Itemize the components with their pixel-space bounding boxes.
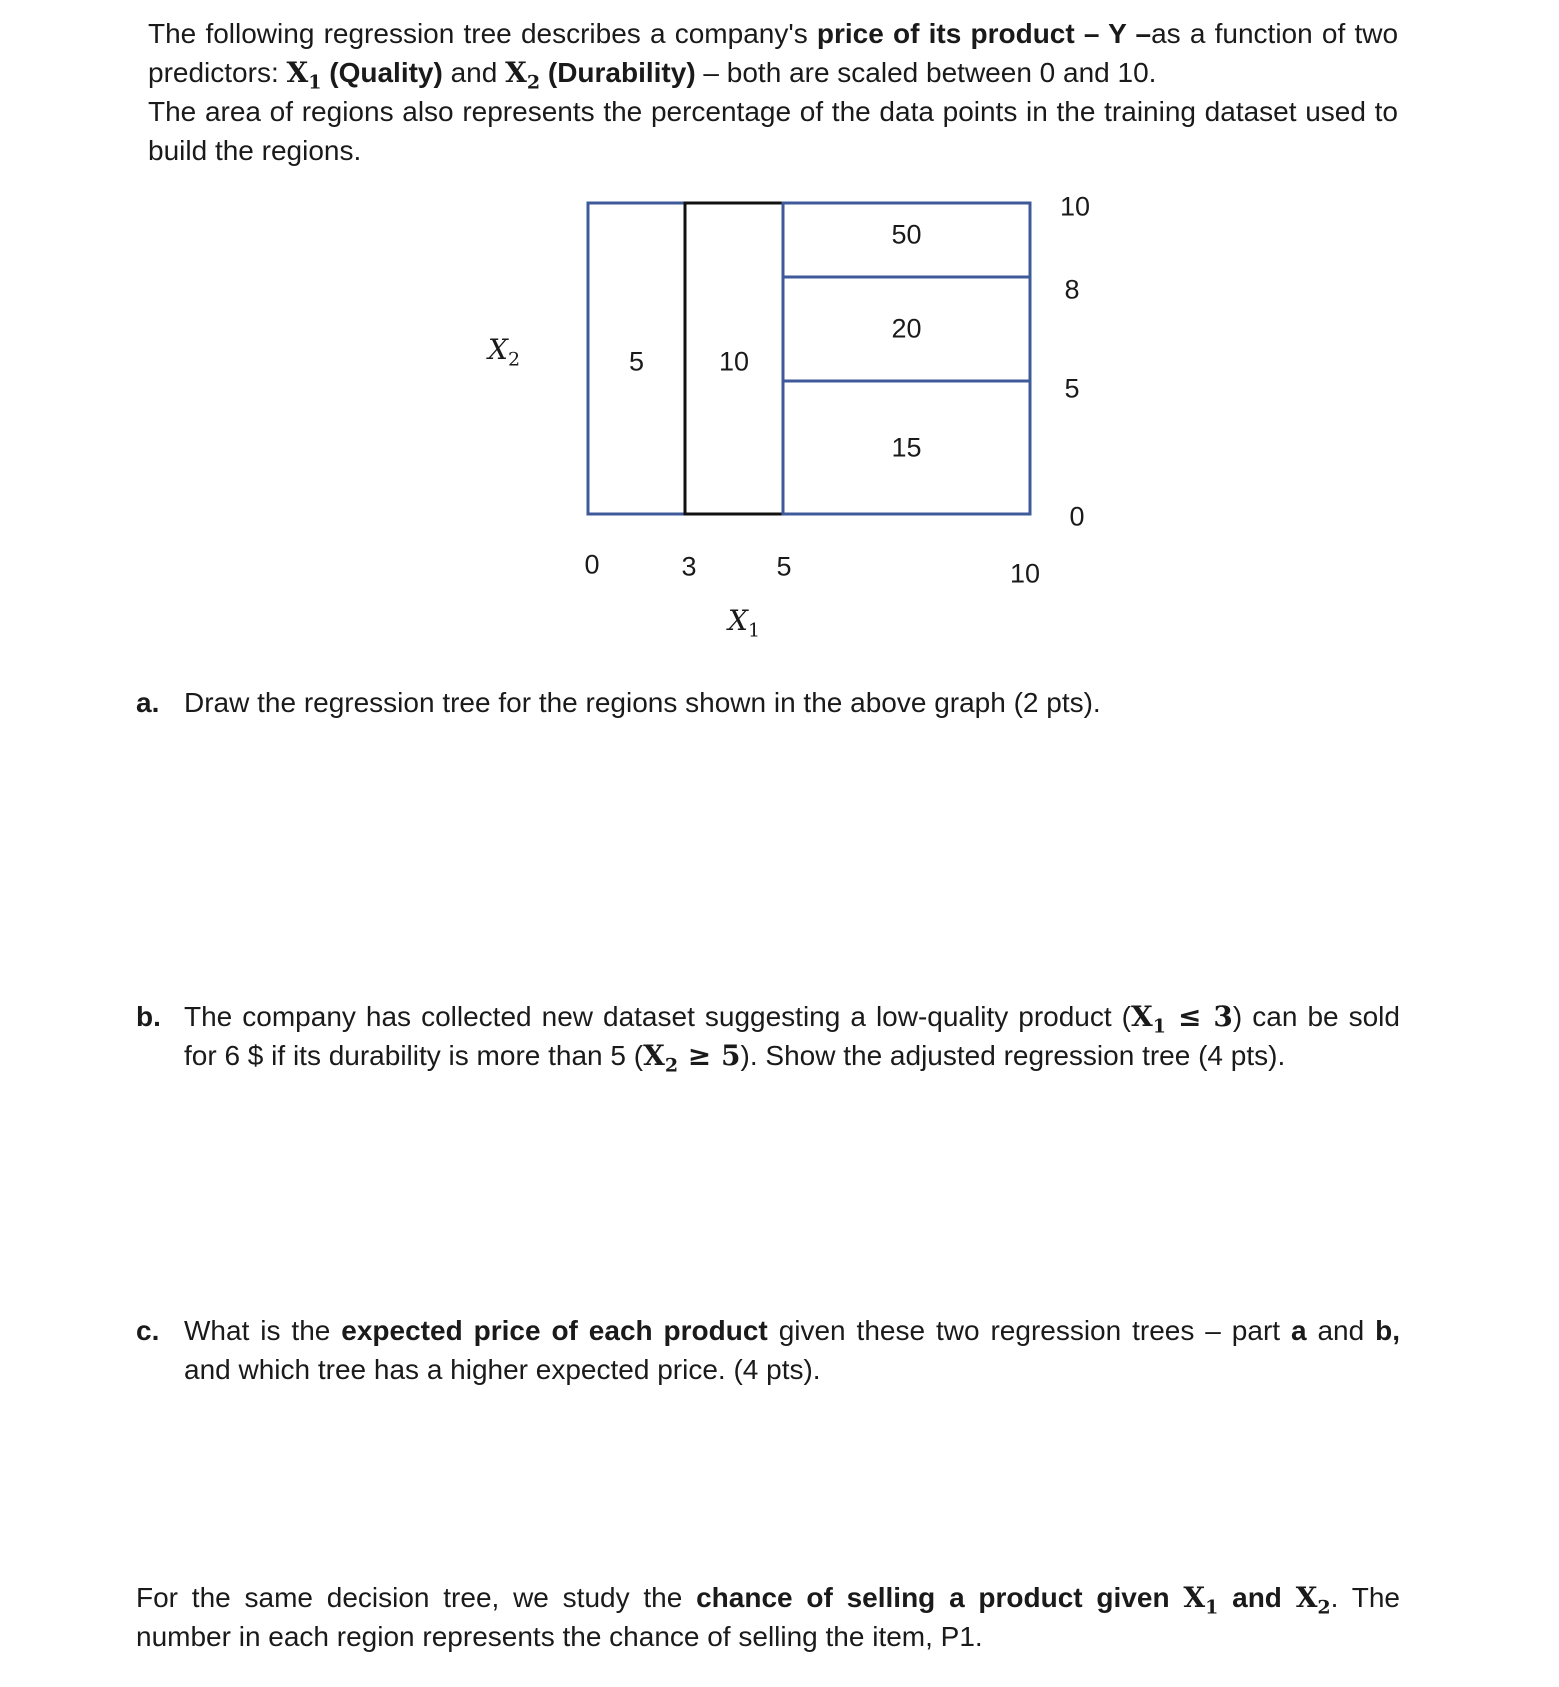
region-value-label: 50 xyxy=(891,219,922,250)
question-a-label: a. xyxy=(136,687,160,718)
intro-bold-durability: (Durability) xyxy=(540,57,696,88)
y-axis-label: $X_2$ xyxy=(488,333,521,371)
x-axis-label: $X_1$ xyxy=(728,604,761,642)
intro-text: two predictors: xyxy=(148,18,1399,88)
y-tick-label: 10 xyxy=(1059,191,1091,222)
x-tick-label: 0 xyxy=(584,549,600,580)
question-a xyxy=(136,683,1400,722)
intro-bold-price: price of its product xyxy=(816,18,1075,49)
math-x1-le-3: $X_1 \le 3$ xyxy=(1131,1000,1233,1038)
intro-bold-y: – Y – xyxy=(1074,18,1152,49)
math-x2-ge-5: $X_2 \ge 5$ xyxy=(643,1039,741,1077)
x-tick-label: 5 xyxy=(776,551,792,582)
region-value-label: 15 xyxy=(891,432,922,462)
intro-text: and xyxy=(442,57,506,88)
x-tick-label: 3 xyxy=(681,551,697,582)
intro-text: The following regression tree describes a company's xyxy=(148,18,817,49)
y-tick-label: 5 xyxy=(1064,373,1080,404)
question-b-text: The company has collected new dataset suggesting a low-quality product $(X_1 \le 3)$ can be sold for 6 $ if its durability is more than 5 $(X_2 \ge 5)$. Show the adjusted regression tree (4 pts). xyxy=(184,1000,1400,1077)
region-value-label: 20 xyxy=(891,313,922,344)
region-diagram xyxy=(0,0,1559,700)
intro-text: – both are scaled between 0 and 10. xyxy=(695,57,1157,88)
intro-bold-quality: (Quality) xyxy=(321,57,443,88)
question-a-text: Draw the regression tree for the regions shown in the above graph (2 pts). xyxy=(184,687,1101,718)
x-tick-label: 10 xyxy=(1009,558,1041,589)
y-tick-label: 8 xyxy=(1064,274,1080,305)
intro-text: as a function of xyxy=(1151,18,1346,49)
math-x2: $X_2$ xyxy=(505,56,541,94)
footer-paragraph: For the same decision tree, we study the chance of selling a product given $X_1$ and $X_2$. The number in each region represents the chance of selling the item, P1. xyxy=(136,1581,1400,1652)
y-tick-label: 0 xyxy=(1069,501,1085,532)
question-c xyxy=(136,1311,1400,1389)
question-b-label: b. xyxy=(136,1001,161,1032)
region-value-label: 10 xyxy=(718,346,750,377)
question-c-text: What is the expected price of each product given these two regression trees – part a and b, and which tree has a higher expected price. (4 pts). xyxy=(184,1315,1401,1385)
math-x2: $X_2$ xyxy=(1295,1581,1331,1619)
region-value-label: 5 xyxy=(628,346,645,377)
question-b xyxy=(136,997,1400,1075)
math-x1: $X_1$ xyxy=(1183,1581,1219,1619)
question-c-label: c. xyxy=(136,1315,160,1346)
math-x1: $X_1$ xyxy=(286,56,322,94)
intro-text-area: The area of regions also represents the percentage of the data points in the training dataset used to build the regions. xyxy=(148,96,1398,166)
